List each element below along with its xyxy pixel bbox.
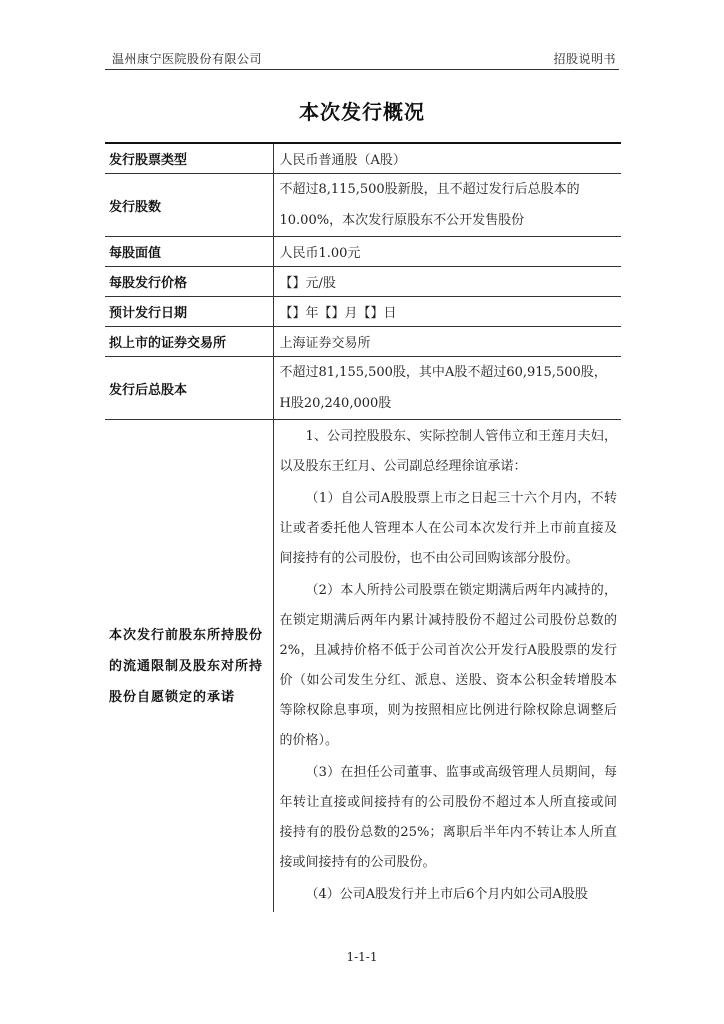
row-value: 【】元/股 [273,267,621,297]
lockup-paragraph: （3）在担任公司董事、监事或高级管理人员期间，每年转让直接或间接持有的公司股份不超过本人所直接或间接持有的股份总数的25%；离职后半年内不转让本人所直接或间接持有的公司股份。 [279,765,617,870]
lockup-paragraph: （4）公司A股发行并上市后6个月内如公司A股股 [305,887,588,902]
row-value: 不超过8,115,500股新股，且不超过发行后总股本的10.00%，本次发行原股东不公开发售股份 [273,174,621,237]
offering-summary-table [105,142,621,912]
lockup-text-block [273,420,621,913]
table-row-par-value [105,237,621,267]
lockup-paragraph: （1）自公司A股股票上市之日起三十六个月内，不转让或者委托他人管理本人在公司本次发行并上市前直接及间接持有的公司股份，也不由公司回购该部分股份。 [279,491,617,566]
row-value: 【】年【】月【】日 [273,297,621,327]
table-row-total-shares [105,357,621,420]
table-row-share-type [105,143,621,174]
row-value: 人民币普通股（A股） [273,143,621,174]
page-number: 1-1-1 [346,950,378,964]
header-company-name: 温州康宁医院股份有限公司 [112,52,263,66]
row-value: 人民币1.00元 [273,237,621,267]
table-row-issue-price [105,267,621,297]
table-row-lockup-commitment [105,420,621,913]
row-label: 发行后总股本 [105,357,273,420]
table-row-issue-date [105,297,621,327]
header-divider [105,69,619,70]
row-label: 本次发行前股东所持股份的流通限制及股东对所持股份自愿锁定的承诺 [105,420,273,913]
row-label: 预计发行日期 [105,297,273,327]
row-value: 不超过81,155,500股，其中A股不超过60,915,500股，H股20,240,000股 [273,357,621,420]
table-row-share-count [105,174,621,237]
row-label: 每股发行价格 [105,267,273,297]
lockup-paragraph: （2）本人所持公司股票在锁定期满后两年内减持的，在锁定期满后两年内累计减持股份不超过公司股份总数的2%，且减持价格不低于公司首次公开发行A股股票的发行价（如公司发生分红、派息、送股、资本公积金转增股本等除权除息事项，则为按照相应比例进行除权除息调整后的价格）。 [279,583,617,748]
row-label: 拟上市的证券交易所 [105,327,273,357]
row-label: 发行股票类型 [105,143,273,174]
page-title: 本次发行概况 [299,100,425,124]
header-document-type: 招股说明书 [553,52,616,66]
table-row-exchange [105,327,621,357]
row-value: 上海证券交易所 [273,327,621,357]
row-label: 每股面值 [105,237,273,267]
row-label: 发行股数 [105,174,273,237]
lockup-paragraph: 1、公司控股股东、实际控制人管伟立和王莲月夫妇，以及股东王红月、公司副总经理徐谊承诺： [279,429,617,474]
